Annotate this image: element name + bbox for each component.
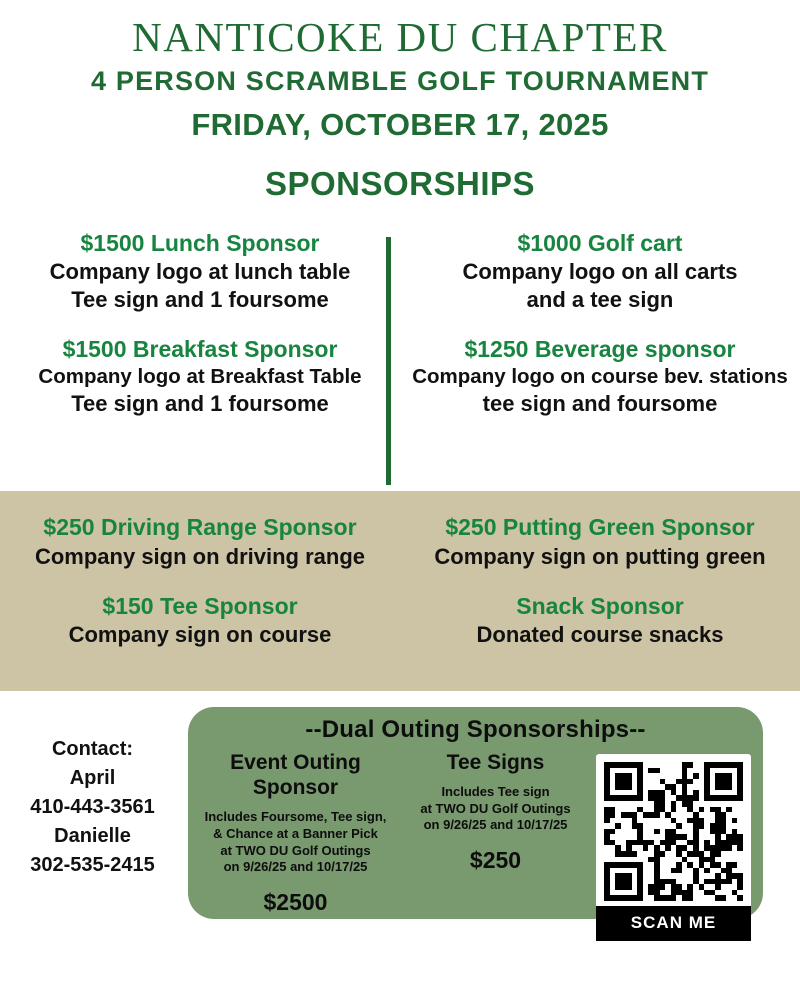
dual-sponsor-detail-line: Includes Tee sign — [441, 784, 550, 800]
contact-phone-2: 302-535-2415 — [30, 854, 155, 877]
tier-standard-left-column — [0, 513, 400, 670]
sponsor-block-beverage — [400, 335, 800, 419]
dual-outing-card — [188, 707, 763, 933]
section-heading-sponsorships: SPONSORSHIPS — [264, 165, 536, 203]
vertical-divider — [386, 237, 391, 485]
sponsor-block-putting-green — [400, 513, 800, 571]
contact-phone-1: 410-443-3561 — [30, 796, 155, 819]
dual-outing-title: --Dual Outing Sponsorships-- — [305, 716, 646, 744]
dual-sponsor-details — [188, 809, 403, 876]
dual-sponsor-price: $2500 — [263, 888, 328, 915]
sponsor-detail: Donated course snacks — [476, 622, 724, 648]
sponsor-title: $1250 Beverage sponsor — [464, 335, 736, 362]
sponsor-title: $150 Tee Sponsor — [102, 592, 298, 619]
sponsor-title: Snack Sponsor — [516, 592, 684, 619]
sponsor-detail: Company sign on driving range — [34, 543, 366, 569]
qr-code-icon[interactable] — [604, 762, 743, 901]
dual-sponsor-title: Event Outing Sponsor — [230, 751, 361, 800]
dual-sponsor-title: Tee Signs — [446, 751, 545, 775]
dual-sponsor-details — [403, 784, 588, 834]
tier-standard-right-column — [400, 513, 800, 670]
sponsor-title: $1000 Golf cart — [517, 230, 683, 257]
sponsor-detail: tee sign and foursome — [482, 391, 718, 417]
dual-sponsor-price: $250 — [469, 847, 522, 874]
dual-outing-event-sponsor — [188, 750, 403, 916]
dual-sponsor-detail-line: at TWO DU Golf Outings — [220, 842, 371, 858]
sponsor-block-lunch — [0, 229, 400, 315]
dual-sponsor-detail-line: Includes Foursome, Tee sign, — [204, 809, 387, 825]
contact-block — [0, 691, 185, 880]
qr-code-block[interactable] — [596, 754, 751, 941]
tier-premium — [0, 229, 800, 491]
subtitle-event: 4 PERSON SCRAMBLE GOLF TOURNAMENT — [90, 66, 710, 97]
sponsor-title: $1500 Breakfast Sponsor — [62, 335, 338, 362]
dual-outing-tee-signs — [403, 750, 588, 916]
sponsor-block-breakfast — [0, 335, 400, 419]
contact-name-2: Danielle — [54, 825, 131, 848]
sponsor-detail: Company logo on all carts — [462, 258, 738, 284]
sponsor-detail: Company logo at Breakfast Table — [38, 364, 362, 388]
sponsor-block-golf-cart — [400, 229, 800, 315]
dual-sponsor-detail-line: on 9/26/25 and 10/17/25 — [423, 817, 568, 833]
sponsor-detail: Company logo on course bev. stations — [412, 364, 788, 388]
sponsor-detail: Tee sign and 1 foursome — [71, 287, 329, 313]
sponsor-title: $250 Driving Range Sponsor — [43, 514, 357, 541]
sponsor-detail: Company logo at lunch table — [49, 258, 351, 284]
tier-premium-left-column — [0, 229, 400, 439]
sponsor-detail: and a tee sign — [526, 287, 674, 313]
dual-sponsor-detail-line: at TWO DU Golf Outings — [420, 800, 571, 816]
sponsor-detail: Tee sign and 1 foursome — [71, 391, 329, 417]
footer-section — [0, 691, 800, 973]
sponsor-block-driving-range — [0, 513, 400, 571]
qr-code-caption: SCAN ME — [596, 906, 751, 941]
sponsor-title: $1500 Lunch Sponsor — [80, 230, 320, 257]
dual-sponsor-detail-line: & Chance at a Banner Pick — [213, 826, 378, 842]
sponsor-detail: Company sign on putting green — [434, 543, 766, 569]
contact-name-1: April — [69, 767, 116, 790]
sponsor-detail: Company sign on course — [68, 622, 332, 648]
sponsor-block-snack — [400, 592, 800, 650]
flyer-header — [0, 0, 800, 203]
contact-label: Contact: — [51, 738, 134, 761]
page-title: NANTICOKE DU CHAPTER — [132, 14, 668, 60]
dual-sponsor-detail-line: on 9/26/25 and 10/17/25 — [223, 859, 368, 875]
tier-premium-right-column — [400, 229, 800, 439]
sponsor-title: $250 Putting Green Sponsor — [445, 514, 755, 541]
sponsor-block-tee — [0, 592, 400, 650]
tier-standard — [0, 491, 800, 691]
subtitle-date: FRIDAY, OCTOBER 17, 2025 — [191, 107, 609, 143]
